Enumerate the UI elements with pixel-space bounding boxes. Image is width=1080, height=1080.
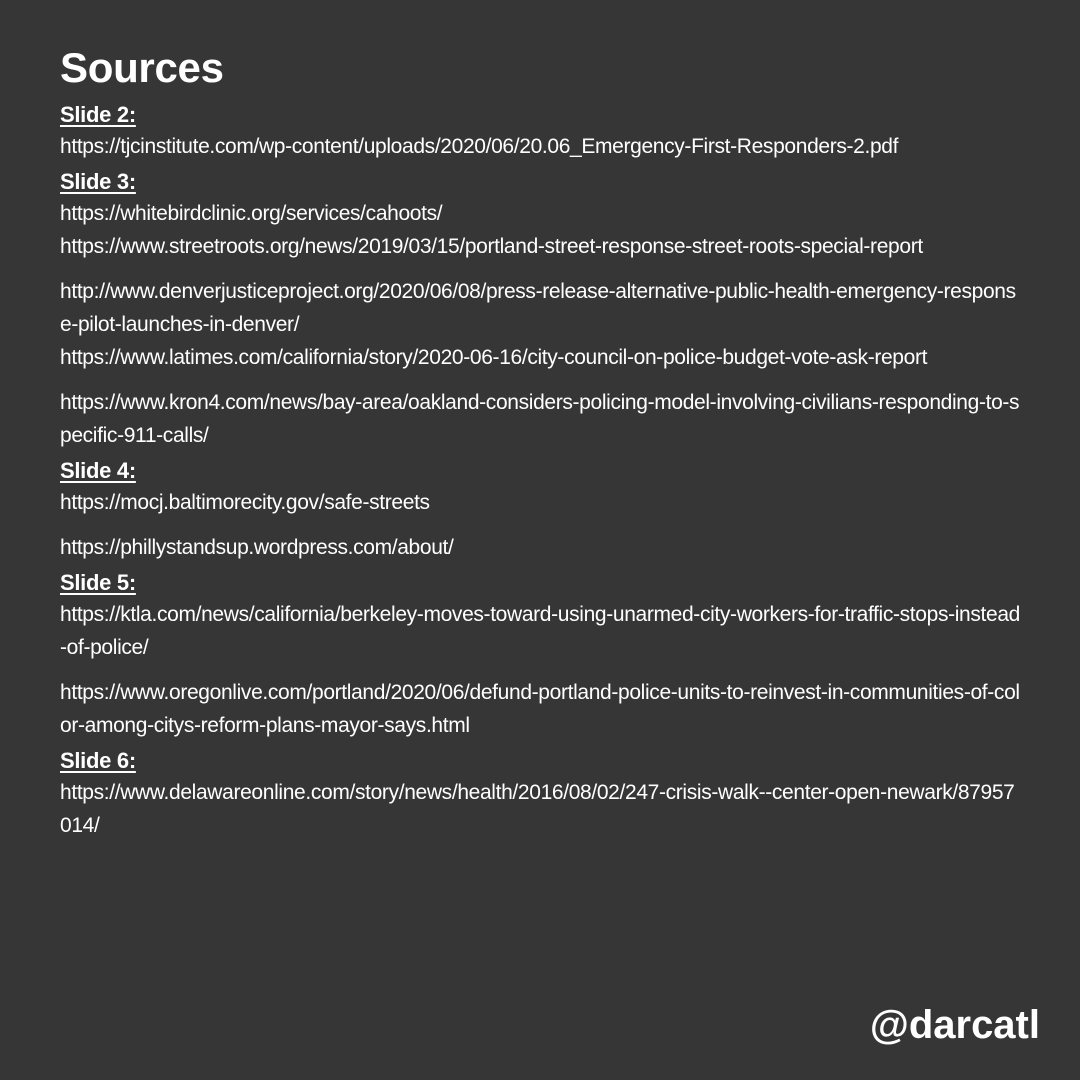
source-link[interactable]: https://www.latimes.com/california/story/2020-06-16/city-council-on-police-budget-vote-ask-report (60, 346, 928, 369)
source-link[interactable]: https://www.streetroots.org/news/2019/03/15/portland-street-response-street-roots-special-report (60, 235, 923, 258)
source-link[interactable]: https://mocj.baltimorecity.gov/safe-streets (60, 491, 430, 514)
section-label: Slide 2: (60, 102, 136, 127)
source-link[interactable]: https://www.delawareonline.com/story/news/health/2016/08/02/247-crisis-walk--center-open-newark/87957014/ (60, 781, 1015, 837)
source-link[interactable]: https://www.oregonlive.com/portland/2020/06/defund-portland-police-units-to-reinvest-in-communities-of-color-among-citys-reform-plans-mayor-says.html (60, 681, 1020, 737)
sources-page (60, 40, 1020, 846)
link-group (60, 676, 1020, 742)
link-group (60, 130, 1020, 163)
link-group (60, 386, 1020, 452)
source-section (60, 746, 1020, 842)
section-label: Slide 6: (60, 748, 136, 773)
source-link[interactable]: http://www.denverjusticeproject.org/2020/06/08/press-release-alternative-public-health-emergency-response-pilot-launches-in-denver/ (60, 280, 1016, 336)
section-label: Slide 5: (60, 570, 136, 595)
link-group (60, 598, 1020, 664)
link-group (60, 531, 1020, 564)
source-link[interactable]: https://ktla.com/news/california/berkeley-moves-toward-using-unarmed-city-workers-for-traffic-stops-instead-of-police/ (60, 603, 1020, 659)
link-group (60, 776, 1020, 842)
section-label: Slide 3: (60, 169, 136, 194)
source-section (60, 456, 1020, 564)
link-group (60, 275, 1020, 374)
source-link[interactable]: https://tjcinstitute.com/wp-content/uploads/2020/06/20.06_Emergency-First-Responders-2.pdf (60, 135, 899, 158)
source-link[interactable]: https://whitebirdclinic.org/services/cahoots/ (60, 202, 443, 225)
source-link[interactable]: https://www.kron4.com/news/bay-area/oakland-considers-policing-model-involving-civilians-responding-to-specific-911-calls/ (60, 391, 1020, 447)
author-handle: @darcatl (869, 1003, 1040, 1047)
section-label: Slide 4: (60, 458, 136, 483)
source-section (60, 167, 1020, 452)
link-group (60, 197, 1020, 263)
source-section (60, 568, 1020, 742)
source-section (60, 100, 1020, 163)
link-group (60, 486, 1020, 519)
source-link[interactable]: https://phillystandsup.wordpress.com/about/ (60, 536, 454, 559)
sources-list (60, 100, 1020, 842)
page-title: Sources (60, 44, 224, 91)
